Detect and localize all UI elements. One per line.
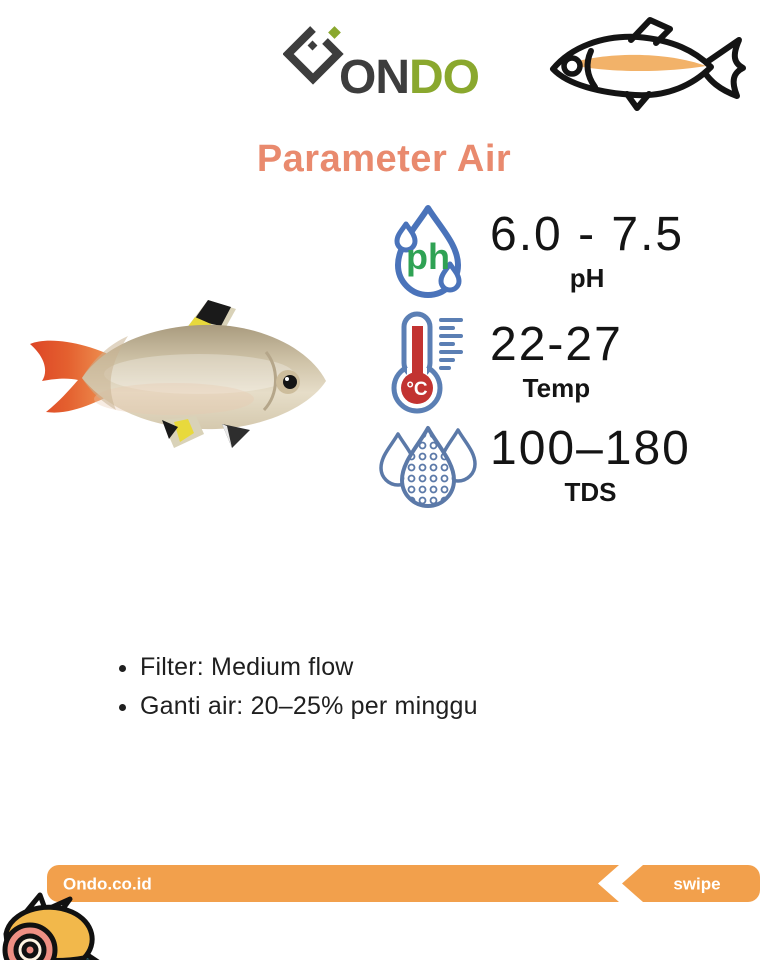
parameter-row-tds — [372, 418, 691, 514]
logo-text-on: ON — [339, 51, 409, 104]
logo-text-do: DO — [409, 51, 479, 104]
diamond-logo-icon — [283, 22, 347, 86]
ph-value: 6.0 - 7.5 — [490, 208, 685, 262]
parameter-row-ph — [372, 202, 684, 302]
tds-label: TDS — [564, 476, 617, 507]
tetra-lineart-icon — [543, 14, 750, 116]
thermometer-icon — [387, 310, 469, 414]
temp-value: 22-27 — [490, 318, 623, 372]
ph-drop-icon — [387, 202, 469, 302]
ph-icon-text: ph — [406, 236, 450, 277]
logo-wordmark — [339, 51, 479, 104]
footer-bar — [47, 865, 760, 902]
parameter-row-temp — [372, 310, 623, 414]
footer-site-label: Ondo.co.id — [63, 874, 152, 894]
fish-photo — [24, 294, 336, 466]
snail-mascot-icon — [0, 892, 110, 960]
temp-label: Temp — [522, 372, 591, 403]
swipe-button[interactable]: swipe — [673, 874, 721, 894]
care-notes-list — [112, 648, 478, 726]
note-water-change: • Ganti air: 20–25% per minggu — [140, 687, 478, 726]
thermometer-icon-text: °C — [406, 379, 428, 400]
page-title: Parameter Air — [256, 138, 512, 180]
tds-value: 100–180 — [490, 422, 691, 476]
note-filter: • Filter: Medium flow — [140, 648, 478, 687]
brand-logo — [283, 16, 493, 108]
ph-label: pH — [569, 262, 605, 293]
tds-drops-icon — [373, 418, 483, 514]
